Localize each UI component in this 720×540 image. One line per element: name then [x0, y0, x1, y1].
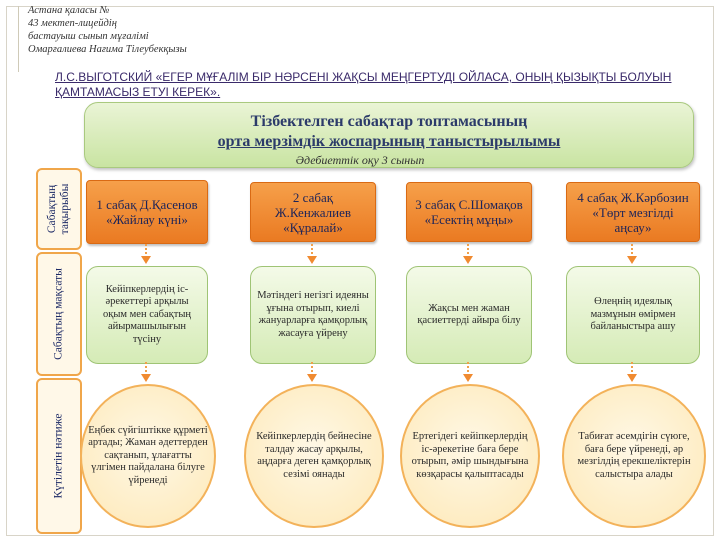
lesson-1-goal [86, 266, 208, 364]
lesson-4-goal-text: Өлеңнің идеялық мазмұнын өмірмен байланыстыра ашу [590, 296, 676, 333]
arrow-4a [627, 244, 637, 266]
row-label-goals-text: Сабақтың мақсаты [52, 268, 65, 360]
lesson-4-topic-text: 4 сабақ Ж.Кәрбозин «Төрт мезгілді аңсау» [577, 189, 689, 235]
lesson-2-goal-text: Мәтіндегі негізгі идеяны ұғына отырып, киелі жануарларға қамқорлық жасауға үйрену [257, 290, 369, 339]
lesson-4-result-text: Табиғат әсемдігін сүюге, баға бере үйренеді, әр мезгілдің ерекшеліктерін салыстыра алады [577, 431, 691, 480]
arrow-2a [307, 244, 317, 266]
arrow-3a [463, 244, 473, 266]
corner-decor-line [18, 6, 19, 72]
lesson-3-result [400, 384, 540, 528]
lesson-1-result [80, 384, 216, 528]
lesson-2-topic [250, 182, 376, 242]
subject-subtitle: Әдебиеттік оқу 3 сынып [295, 153, 425, 167]
arrow-1b [141, 362, 151, 384]
row-label-topics [36, 168, 82, 250]
author-block [28, 4, 187, 56]
lesson-4-goal [566, 266, 700, 364]
vygotsky-quote: Л.С.ВЫГОТСКИЙ «ЕГЕР МҰҒАЛІМ БІР НӘРСЕНІ ЖАҚСЫ МЕҢГЕРТУДІ ОЙЛАСА, ОНЫҢ ҚЫЗЫҚТЫ БОЛУЫН ҚАМТАМАСЫЗ ЕТУІ КЕРЕК». [55, 70, 672, 99]
lesson-2-result-text: Кейіпкерлердің бейнесіне талдау жасау арқылы, аңдарға деген қамқорлық сезімі оянады [256, 431, 372, 480]
lesson-4-topic [566, 182, 700, 242]
lesson-1-topic-text: 1 сабақ Д.Қасенов «Жайлау күні» [96, 197, 198, 227]
author-line-2: 43 мектеп-лицейдің [28, 18, 117, 29]
row-label-results [36, 378, 82, 534]
arrow-2b [307, 362, 317, 384]
row-label-topics-text: Сабақтың тақырыбы [46, 183, 71, 235]
banner-title-line-1: Тізбектелген сабақтар топтамасының [250, 113, 528, 130]
lesson-4-result [562, 384, 706, 528]
lesson-1-result-text: Еңбек сүйгіштікке құрметі артады; Жаман әдеттерден сақтанып, ұлағатты үлгімен пайдалана білуге үйренеді [88, 424, 208, 486]
row-label-goals [36, 252, 82, 376]
lesson-2-topic-text: 2 сабақ Ж.Кенжалиев «Құралай» [274, 189, 352, 235]
lesson-3-topic [406, 182, 532, 242]
lesson-1-goal-text: Кейіпкерлердің іс-әрекеттері арқылы оқым мен сабақтың айырмашылығын түсіну [102, 283, 192, 345]
author-line-1: Астана қаласы № [28, 5, 110, 16]
author-line-3: бастауыш сынып мұғалімі [28, 31, 149, 42]
arrow-4b [627, 362, 637, 384]
lesson-3-goal [406, 266, 532, 364]
lesson-2-result [244, 384, 384, 528]
lesson-1-topic [86, 180, 208, 244]
row-label-results-text: Күтілетін нәтиже [52, 413, 65, 499]
lesson-3-topic-text: 3 сабақ С.Шомақов «Есектің мұңы» [415, 197, 523, 227]
lesson-2-goal [250, 266, 376, 364]
arrow-1a [141, 244, 151, 266]
lesson-3-result-text: Ертегідегі кейіпкерлердің іс-әрекетіне баға бере отырып, әмір шындығына көзқарасы қалыптасады [411, 431, 529, 480]
arrow-3b [463, 362, 473, 384]
banner-title-line-2: орта мерзімдік жоспарының таныстырылымы [217, 133, 561, 150]
lesson-3-goal-text: Жақсы мен жаман қасиеттерді айыра білу [417, 302, 521, 326]
author-line-4: Омарғалиева Нағима Тілеубекқызы [28, 44, 187, 55]
